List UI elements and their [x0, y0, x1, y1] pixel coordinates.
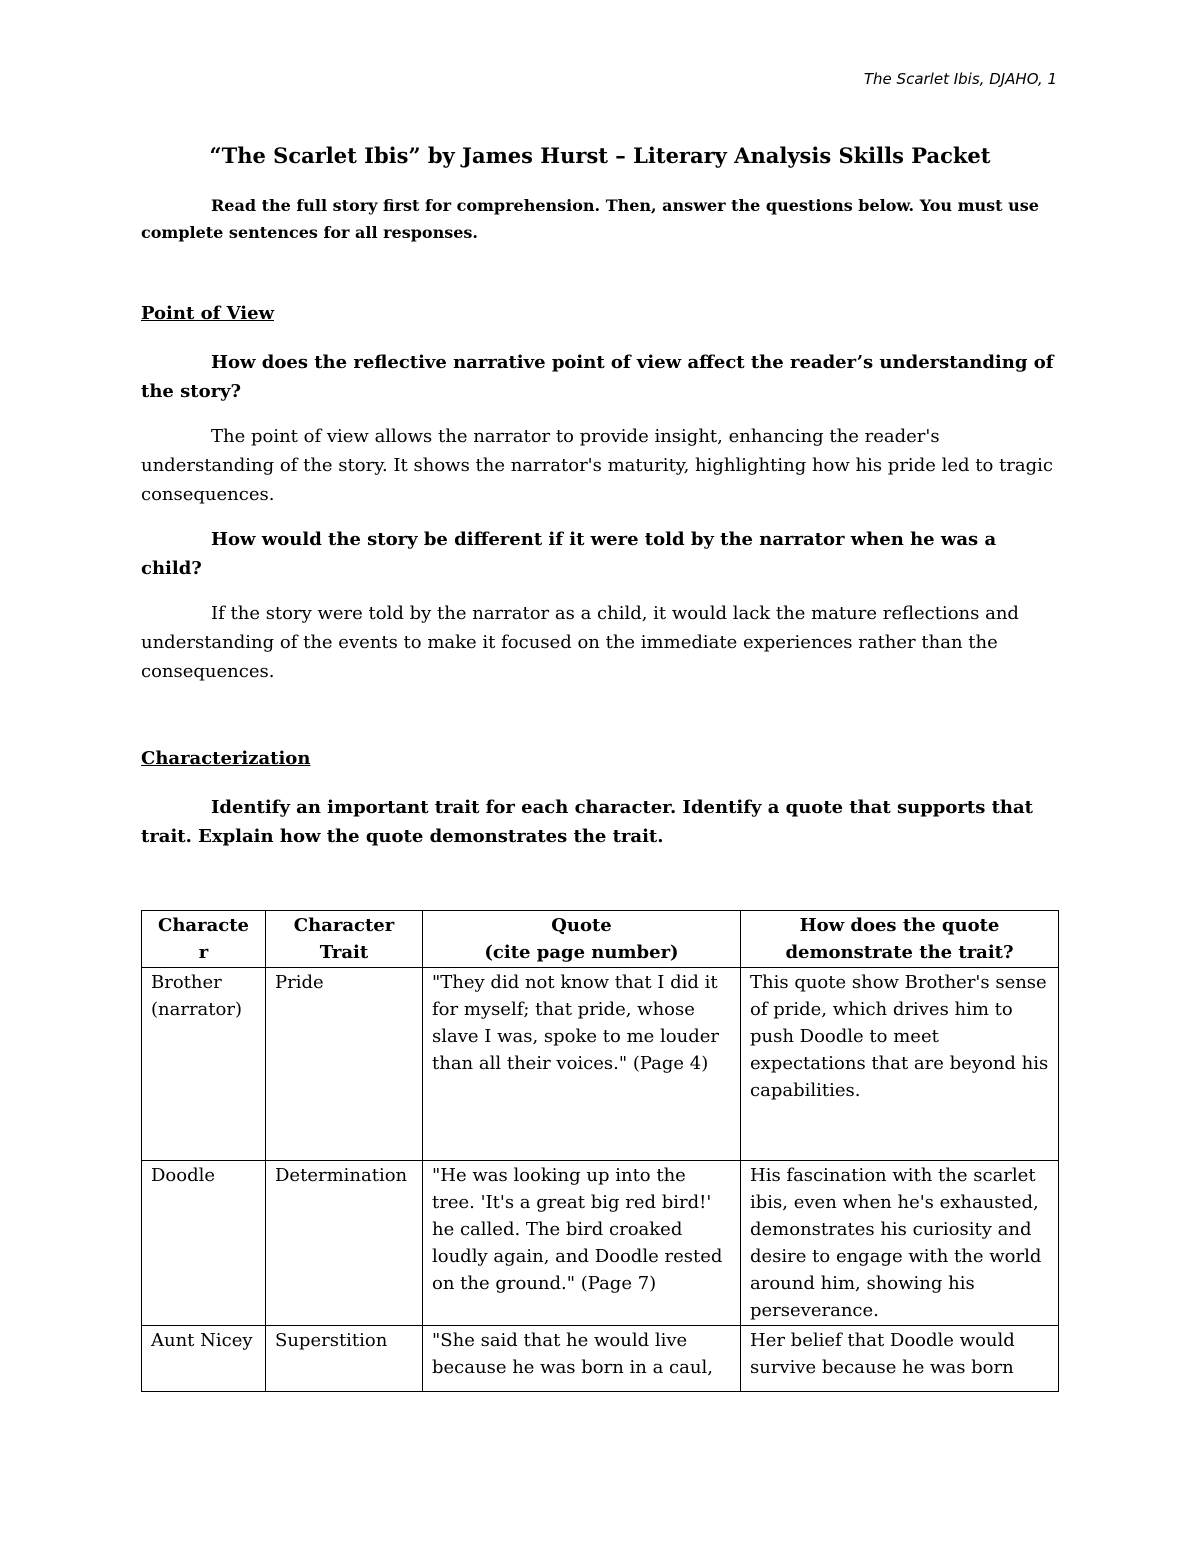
cell-trait: Superstition [266, 1326, 423, 1392]
table-row [142, 968, 1059, 1161]
question-1: How does the reflective narrative point of view affect the reader’s understanding of the story? [141, 352, 1054, 402]
page-title: “The Scarlet Ibis” by James Hurst – Literary Analysis Skills Packet [209, 143, 991, 168]
column-header-trait: Character Trait [266, 911, 423, 968]
cell-character: Brother (narrator) [142, 968, 266, 1161]
cell-trait: Pride [266, 968, 423, 1161]
cell-character: Aunt Nicey [142, 1326, 266, 1392]
answer-1: The point of view allows the narrator to provide insight, enhancing the reader's understanding of the story. It shows the narrator's maturity, highlighting how his pride led to tragic consequences. [141, 426, 1053, 505]
cell-explanation: Her belief that Doodle would survive because he was born [741, 1326, 1059, 1392]
column-header-explanation: How does the quote demonstrate the trait? [741, 911, 1059, 968]
characterization-prompt: Identify an important trait for each character. Identify a quote that supports that trait. Explain how the quote demonstrates the trait. [141, 797, 1033, 847]
running-head: The Scarlet Ibis, DJAHO, 1 [863, 70, 1057, 88]
cell-trait: Determination [266, 1161, 423, 1326]
column-header-quote-sub: (cite page number) [484, 942, 679, 963]
answer-2: If the story were told by the narrator as a child, it would lack the mature reflections and understanding of the events to make it focused on the immediate experiences rather than the consequences. [141, 603, 1019, 682]
cell-explanation: His fascination with the scarlet ibis, even when he's exhausted, demonstrates his curiosity and desire to engage with the world around him, showing his perseverance. [741, 1161, 1059, 1326]
cell-quote: "He was looking up into the tree. 'It's a great big red bird!' he called. The bird croaked loudly again, and Doodle rested on the ground." (Page 7) [423, 1161, 741, 1326]
column-header-character: Characte r [142, 911, 266, 968]
cell-explanation: This quote show Brother's sense of pride, which drives him to push Doodle to meet expectations that are beyond his capabilities. [741, 968, 1059, 1161]
table-header-row [142, 911, 1059, 968]
table-row [142, 1161, 1059, 1326]
instructions: Read the full story first for comprehension. Then, answer the questions below. You must use complete sentences for all responses. [141, 196, 1039, 242]
cell-character: Doodle [142, 1161, 266, 1326]
question-2: How would the story be different if it were told by the narrator when he was a child? [141, 529, 997, 579]
cell-quote: "They did not know that I did it for myself; that pride, whose slave I was, spoke to me louder than all their voices." (Page 4) [423, 968, 741, 1161]
section-heading-characterization: Characterization [141, 748, 311, 769]
cell-quote: "She said that he would live because he was born in a caul, [423, 1326, 741, 1392]
column-header-quote [423, 911, 741, 968]
section-heading-point-of-view: Point of View [141, 303, 275, 324]
characterization-table [141, 910, 1059, 1392]
table-row [142, 1326, 1059, 1392]
column-header-quote-label: Quote [551, 915, 612, 936]
